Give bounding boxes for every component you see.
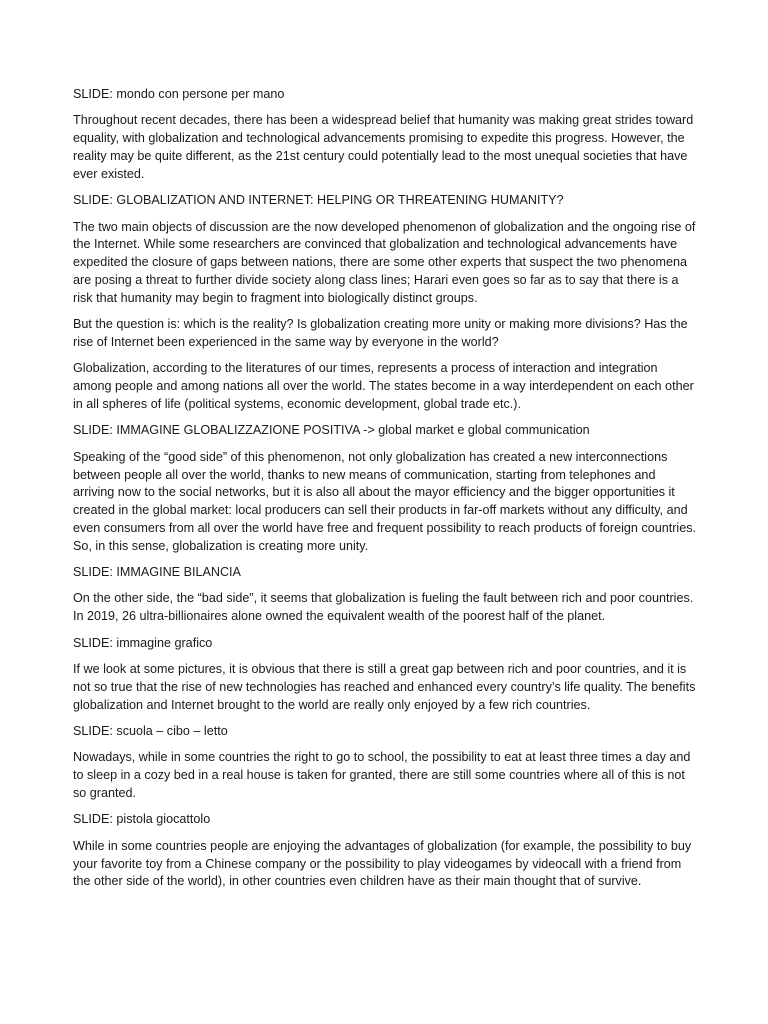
slide-heading: SLIDE: mondo con persone per mano [73, 87, 285, 101]
paragraph: While in some countries people are enjoying the advantages of globalization (for example, the possibility to buy your favorite toy from a Chinese company or the possibility to play videogames by videocall with a friend from the other side of the world), in other countries even children have as their main thought that of survive. [73, 838, 692, 889]
slide-heading: SLIDE: IMMAGINE BILANCIA [73, 565, 241, 580]
paragraph: On the other side, the “bad side”, it seems that globalization is fueling the fault between rich and poor countries. In 2019, 26 ultra-billionaires alone owned the equivalent wealth of the poorest half of the planet. [73, 591, 694, 624]
paragraph: Throughout recent decades, there has been a widespread belief that humanity was making great strides toward equality, with globalization and technological advancements promising to expedite this progress. However, the reality may be quite different, as the 21st century could potentially lead to the most unequal societies that have ever existed. [73, 113, 694, 181]
slide-heading: SLIDE: scuola – cibo – letto [73, 724, 228, 739]
slide-heading: SLIDE: pistola giocattolo [73, 812, 211, 827]
slide-heading: SLIDE: IMMAGINE GLOBALIZZAZIONE POSITIVA -> global market e global communication [73, 423, 590, 438]
paragraph: If we look at some pictures, it is obvious that there is still a great gap between rich and poor countries, and it is not so true that the rise of new technologies has reached and enhanced every country’s life quality. The benefits globalization and Internet brought to the world are really only enjoyed by a few rich countries. [73, 662, 696, 712]
paragraph: The two main objects of discussion are the now developed phenomenon of globalization and the ongoing rise of the Internet. While some researchers are convinced that globalization and technological advancements have expedited the closure of gaps between nations, there are some other experts that suspect the two phenomena are posing a threat to further divide society along class lines; Harari even goes so far as to say that there is a risk that humanity may begin to fragment into biologically distinct groups. [73, 219, 696, 305]
paragraph: Nowadays, while in some countries the right to go to school, the possibility to eat at least three times a day and to sleep in a cozy bed in a real house is taken for granted, there are still some countries where all of this is not so granted. [73, 750, 691, 801]
slide-heading: SLIDE: GLOBALIZATION AND INTERNET: HELPING OR THREATENING HUMANITY? [73, 193, 564, 208]
paragraph: Globalization, according to the literatures of our times, represents a process of interaction and integration among people and among nations all over the world. The states become in a way interdependent on each other in all spheres of life (political systems, economic development, global trade etc.). [73, 361, 694, 411]
paragraph: But the question is: which is the reality? Is globalization creating more unity or making more divisions? Has the rise of Internet been experienced in the same way by everyone in the world? [73, 317, 688, 349]
slide-heading: SLIDE: immagine grafico [73, 635, 213, 650]
paragraph: Speaking of the “good side” of this phenomenon, not only globalization has created a new interconnections between people all over the world, thanks to new means of communication, starting from telephones and arriving now to the social networks, but it is also all about the mayor efficiency and the bigger opportunities it created in the global market: local producers can sell their products in far-off markets without any difficulty, and even consumers from all over the world have free and frequent possibility to reach products of foreign countries. So, in this sense, globalization is creating more unity. [73, 449, 697, 553]
